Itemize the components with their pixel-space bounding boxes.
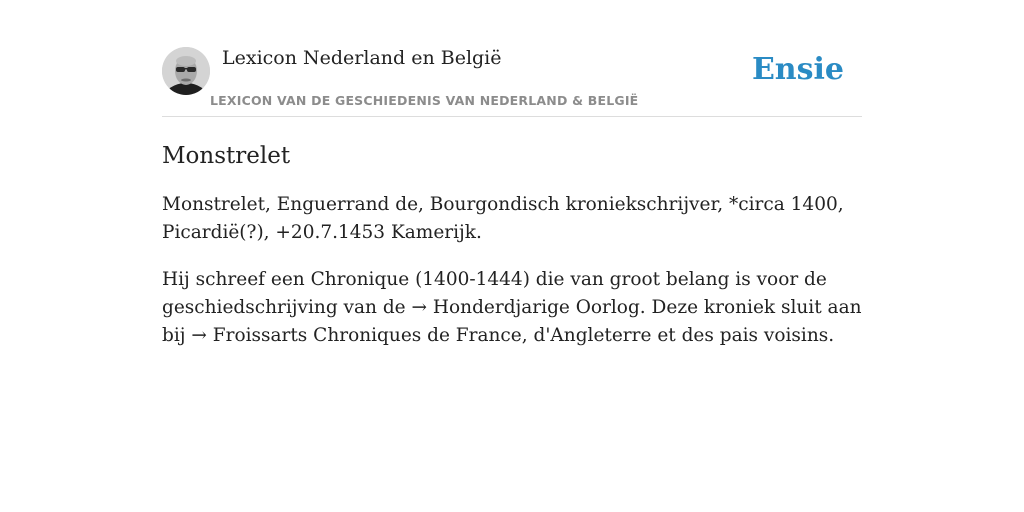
paragraph-text: Chroniques de France, d'Angleterre et des pais voisins. [307, 325, 835, 346]
ensie-logo-link[interactable]: Ensie [751, 52, 844, 87]
article-title: Monstrelet [162, 143, 291, 169]
site-subtitle: LEXICON VAN DE GESCHIEDENIS VAN NEDERLAND & BELGIË [210, 93, 639, 108]
paragraph-text: . Deze kroniek sluit aan bij [162, 297, 862, 346]
page [162, 0, 862, 512]
link-honderdjarige-oorlog[interactable]: → Honderdjarige Oorlog [411, 297, 640, 318]
site-header [162, 0, 862, 117]
paragraph-text: Hij schreef een Chronique (1400-1444) die van groot belang is voor de geschiedschrijving van de [162, 269, 827, 318]
article [162, 117, 862, 350]
article-body [162, 191, 862, 350]
avatar[interactable] [162, 47, 210, 95]
link-froissarts[interactable]: → Froissarts [191, 325, 308, 346]
paragraph-definition: Monstrelet, Enguerrand de, Bourgondisch kroniekschrijver, *circa 1400, Picardië(?), +20.7.1453 Kamerijk. [162, 194, 844, 243]
site-title[interactable]: Lexicon Nederland en België [222, 47, 502, 69]
author-photo-icon [162, 47, 210, 95]
paragraph-description [162, 266, 862, 350]
